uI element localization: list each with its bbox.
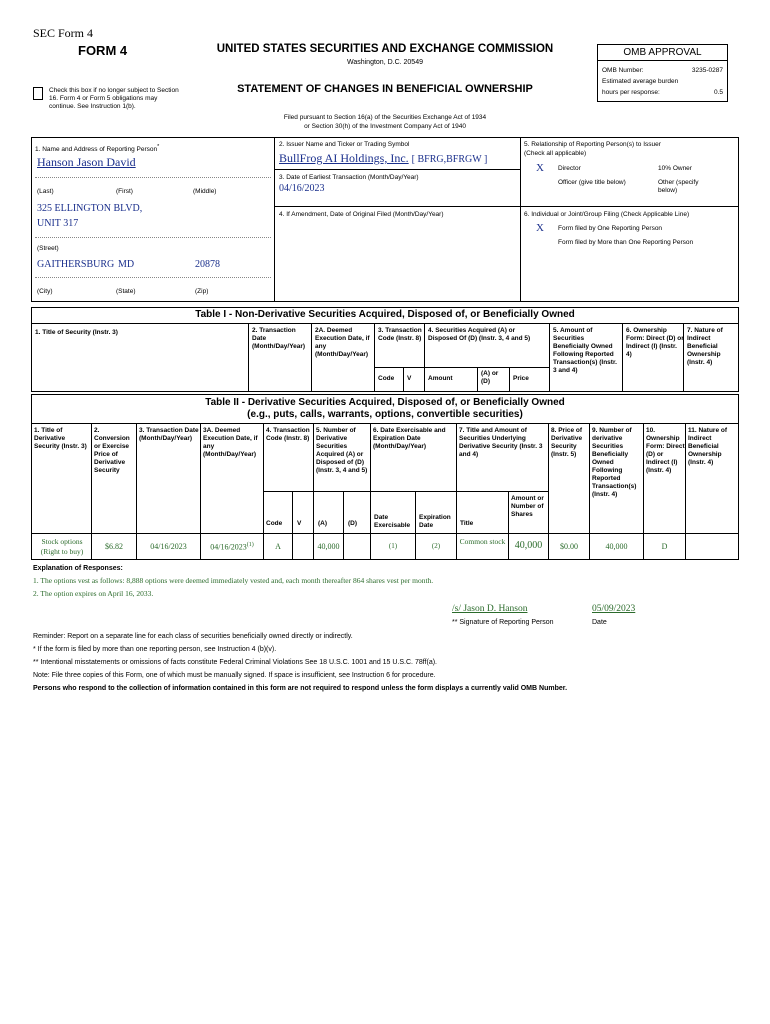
omb-burden-label: Estimated average burden [602, 78, 679, 85]
t2-row-underlying-title: Common stock [459, 537, 506, 546]
t2-col5: 5. Number of Derivative Securities Acquired (A) or Disposed of (D) (Instr. 3, 4 and 5) [316, 427, 368, 474]
director-label: Director [558, 165, 581, 172]
box2-label: 2. Issuer Name and Ticker or Trading Symbol [279, 141, 410, 148]
other-label: Other (specify below) [658, 179, 699, 194]
signature-label: ** Signature of Reporting Person [452, 619, 554, 626]
t2-row-deriv-price: $0.00 [560, 542, 578, 551]
note-misstatements: ** Intentional misstatements or omissions of facts constitute Federal Criminal Violations See 18 U.S.C. 1001 and 15 U.S.C. 78ff(a). [33, 659, 437, 666]
t1-price: Price [513, 375, 529, 382]
t2-col9: 9. Number of derivative Securities Beneficially Owned Following Reported Transaction(s) (Instr. 4) [592, 427, 637, 498]
t2-title: Title [460, 520, 474, 527]
omb-number-value: 3235-0287 [691, 67, 723, 74]
t1-a-or-d: (A) or (D) [481, 370, 499, 385]
city-value: GAITHERSBURG [37, 259, 115, 270]
zip-value: 20878 [195, 259, 220, 270]
signature: /s/ Jason D. Hanson [452, 604, 528, 614]
t2-col11: 11. Nature of Indirect Beneficial Ownership (Instr. 4) [688, 427, 728, 466]
one-person-label: Form filed by One Reporting Person [558, 225, 663, 232]
t2-row-code: A [275, 542, 281, 551]
one-person-check[interactable]: X [536, 222, 544, 234]
t1-col6: 6. Ownership Form: Direct (D) or Indirect (I) (Instr. 4) [626, 327, 684, 358]
issuer-name: BullFrog AI Holdings, Inc. [279, 151, 409, 165]
note-reminder: Reminder: Report on a separate line for each class of securities beneficially owned directly or indirectly. [33, 633, 353, 640]
t2-row-acquired: 40,000 [317, 542, 340, 551]
form-title: FORM 4 [78, 43, 128, 58]
box3-label: 3. Date of Earliest Transaction (Month/Day/Year) [279, 174, 419, 181]
first-label: (First) [116, 188, 133, 195]
signature-date: 05/09/2023 [592, 604, 636, 614]
t2-col4: 4. Transaction Code (Instr. 8) [266, 427, 310, 442]
omb-hours-label: hours per response: [602, 89, 660, 96]
box4-label: 4. If Amendment, Date of Original Filed (Month/Day/Year) [279, 211, 444, 218]
section16-checkbox-text: Check this box if no longer subject to Section 16. Form 4 or Form 5 obligations may continue. See Instruction 1(b). [49, 87, 179, 110]
t2-col3: 3. Transaction Date (Month/Day/Year) [139, 427, 199, 442]
t2-row-price: $6.82 [105, 542, 123, 551]
t1-code: Code [378, 375, 395, 382]
box5-label-1: 5. Relationship of Reporting Person(s) to Issuer [524, 141, 661, 148]
footnote-1: 1. The options vest as follows: 8,888 options were deemed immediately vested and, each month thereafter 864 shares vest per month. [33, 576, 434, 585]
city-label: (City) [37, 288, 53, 295]
t2-code: Code [266, 520, 283, 527]
t2-row-form: D [661, 542, 668, 551]
t2-row-date: 04/16/2023 [150, 542, 187, 551]
t1-col3: 3. Transaction Code (Instr. 8) [378, 327, 422, 342]
filed-line-1: Filed pursuant to Section 16(a) of the Securities Exchange Act of 1934 [283, 114, 487, 121]
section16-checkbox[interactable] [33, 87, 43, 100]
t2-row-owned: 40,000 [605, 542, 628, 551]
t1-col5: 5. Amount of Securities Beneficially Owned Following Reported Transaction(s) (Instr. 3 and 4) [553, 327, 617, 374]
state-label: (State) [116, 288, 136, 295]
t2-expiration-date: Expiration Date [419, 514, 451, 529]
note-multiple: * If the form is filed by more than one reporting person, see Instruction 4 (b)(v). [33, 646, 277, 653]
sec-form-label: SEC Form 4 [33, 26, 94, 40]
t2-col10: 10. Ownership Form: Direct (D) or Indirect (I) (Instr. 4) [646, 427, 685, 474]
agency-title: UNITED STATES SECURITIES AND EXCHANGE COMMISSION [216, 43, 554, 55]
last-label: (Last) [37, 188, 54, 195]
street-line-2: UNIT 317 [37, 218, 79, 229]
t2-row-deemed: 04/16/2023$^{(1)}$ [210, 542, 254, 552]
table-2-title-2: (e.g., puts, calls, warrants, options, convertible securities) [247, 409, 523, 420]
state-value: MD [118, 259, 135, 270]
officer-label: Officer (give title below) [558, 179, 626, 186]
issuer-name-line [279, 151, 487, 166]
statement-title: STATEMENT OF CHANGES IN BENEFICIAL OWNERSHIP [237, 83, 533, 95]
t1-col2: 2. Transaction Date (Month/Day/Year) [252, 327, 306, 350]
reporting-person-name: Hanson Jason David [37, 155, 136, 169]
t2-a: (A) [318, 520, 328, 527]
filed-line-2: or Section 30(h) of the Investment Company Act of 1940 [304, 123, 466, 130]
middle-label: (Middle) [193, 188, 217, 195]
omb-title: OMB APPROVAL [598, 45, 727, 61]
t2-row-security: Stock options (Right to buy) [40, 537, 84, 556]
ticker-symbol: [ BFRG,BFRGW ] [411, 154, 488, 165]
omb-approval-box [597, 44, 728, 102]
t2-col1: 1. Title of Derivative Security (Instr. 3) [34, 427, 87, 450]
earliest-transaction-date: 04/16/2023 [279, 183, 325, 194]
date-label: Date [592, 619, 607, 626]
box5-label-2: (Check all applicable) [524, 150, 587, 157]
t1-col2a: 2A. Deemed Execution Date, if any (Month/Day/Year) [315, 327, 370, 358]
table-1-title: Table I - Non-Derivative Securities Acquired, Disposed of, or Beneficially Owned [195, 309, 575, 320]
t2-v: V [297, 520, 302, 527]
location: Washington, D.C. 20549 [346, 59, 423, 66]
t2-date-exercisable: Date Exercisable [374, 514, 411, 529]
t2-col7: 7. Title and Amount of Securities Underlying Derivative Security (Instr. 3 and 4) [459, 427, 543, 458]
ten-percent-owner-label: 10% Owner [658, 165, 692, 172]
t2-d: (D) [348, 520, 358, 527]
t1-col4: 4. Securities Acquired (A) or Disposed Of (D) (Instr. 3, 4 and 5) [428, 327, 531, 342]
t1-amount: Amount [428, 375, 453, 382]
explanation-title: Explanation of Responses: [33, 565, 123, 572]
t2-amount-shares: Amount or Number of Shares [511, 495, 544, 518]
street-line-1: 325 ELLINGTON BLVD, [37, 203, 143, 214]
director-check[interactable]: X [536, 162, 544, 174]
box6-label: 6. Individual or Joint/Group Filing (Check Applicable Line) [524, 211, 690, 218]
t1-v: V [407, 375, 412, 382]
note-omb: Persons who respond to the collection of information contained in this form are not required to respond unless the form displays a currently valid OMB Number. [33, 685, 568, 692]
omb-hours-value: 0.5 [713, 89, 723, 96]
t2-col3a: 3A. Deemed Execution Date, if any (Month/Day/Year) [203, 427, 258, 458]
t2-col2: 2. Conversion or Exercise Price of Derivative Security [94, 427, 130, 474]
table-2-title-1: Table II - Derivative Securities Acquired, Disposed of, or Beneficially Owned [205, 397, 565, 408]
t2-row-underlying-amount: 40,000 [514, 540, 543, 551]
t2-col8: 8. Price of Derivative Security (Instr. 5) [551, 427, 583, 458]
omb-number-label: OMB Number: [602, 67, 644, 74]
t1-col7: 7. Nature of Indirect Beneficial Ownership (Instr. 4) [687, 327, 723, 366]
street-label: (Street) [37, 245, 59, 252]
t2-col6: 6. Date Exercisable and Expiration Date (Month/Day/Year) [373, 427, 446, 450]
t2-row-exercisable: (1) [388, 542, 398, 550]
t1-col1: 1. Title of Security (Instr. 3) [35, 329, 118, 336]
zip-label: (Zip) [195, 288, 209, 295]
t2-row-expiration: (2) [431, 542, 441, 550]
note-copies: Note: File three copies of this Form, one of which must be manually signed. If space is insufficient, see Instruction 6 for procedure. [33, 672, 436, 679]
footnote-2: 2. The option expires on April 16, 2033. [33, 589, 154, 598]
box1-label: 1. Name and Address of Reporting Person* [35, 144, 160, 154]
multi-person-label: Form filed by More than One Reporting Person [558, 239, 694, 246]
